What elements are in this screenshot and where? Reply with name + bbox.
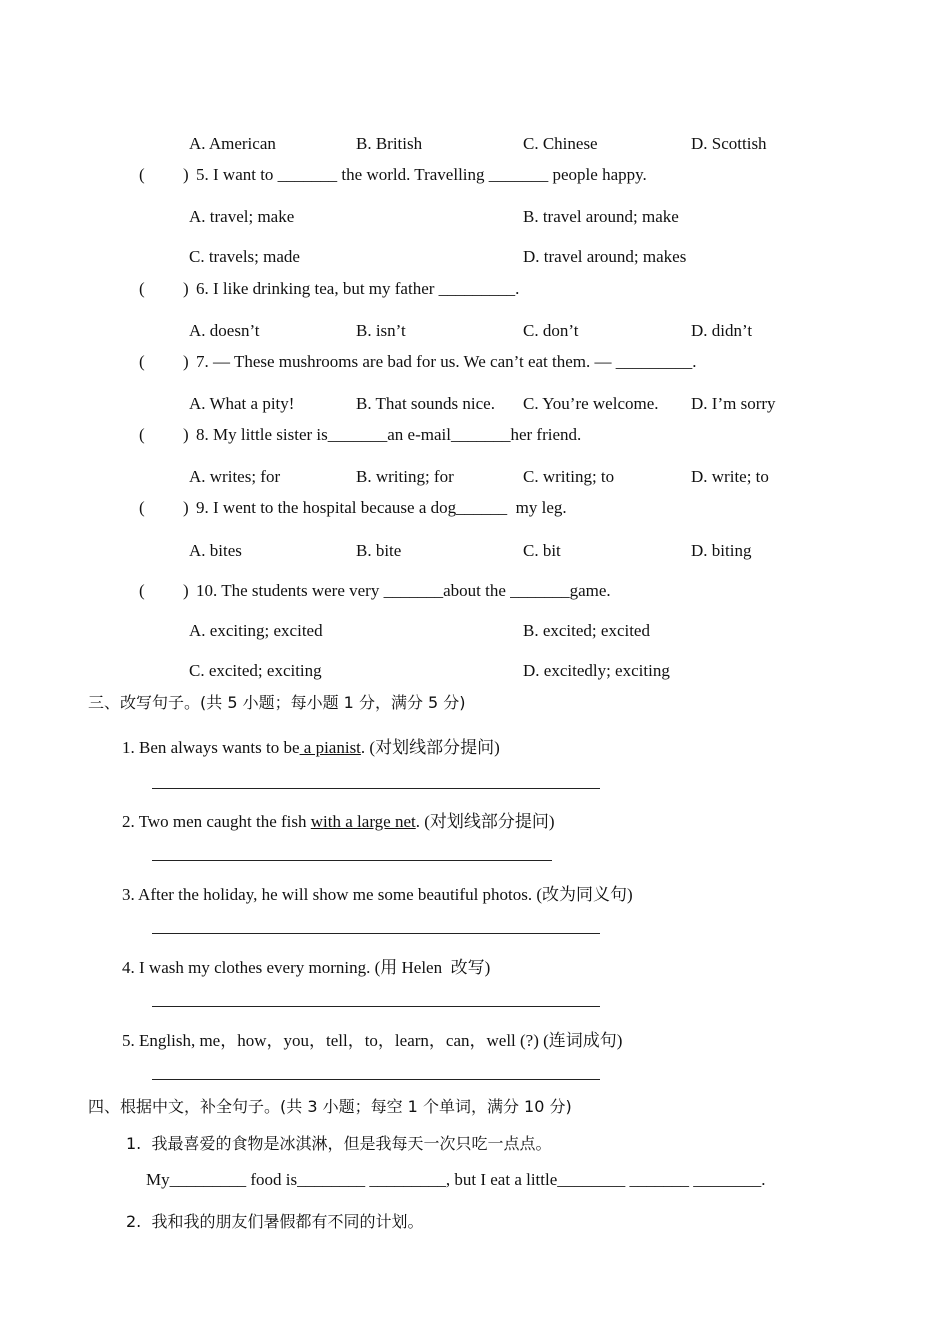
q10-option-b: B. excited; excited	[523, 621, 650, 640]
section-3-heading: 三、改写句子。(共 5 小题；每小题 1 分，满分 5 分)	[88, 693, 466, 712]
q5-stem: 5. I want to _______ the world. Travelling _______ people happy.	[196, 165, 647, 184]
q6-answer-paren-right: )	[183, 279, 189, 298]
q9-option-a: A. bites	[189, 541, 242, 560]
rewrite-sentence-4: 4. I wash my clothes every morning. (用 Helen 改写)	[122, 958, 491, 977]
q4-option-a: A. American	[189, 134, 276, 153]
q7-option-a: A. What a pity!	[189, 394, 295, 413]
rewrite-2-instruction: . (对划线部分提问)	[415, 812, 555, 831]
q5-answer-paren-right: )	[183, 165, 189, 184]
rewrite-2-underlined: with a large net	[310, 812, 416, 831]
q9-option-d: D. biting	[691, 541, 752, 560]
answer-line-4[interactable]	[152, 1006, 600, 1007]
q8-option-d: D. write; to	[691, 467, 769, 486]
q10-answer-paren-right: )	[183, 581, 189, 600]
rewrite-sentence-5: 5. English, me，how，you，tell，to，learn，can，well (?) (连词成句)	[122, 1031, 623, 1050]
q9-option-c: C. bit	[523, 541, 561, 560]
q8-answer-paren-left: (	[139, 425, 145, 444]
q7-option-b: B. That sounds nice.	[356, 394, 495, 413]
q8-answer-paren-right: )	[183, 425, 189, 444]
q5-option-c: C. travels; made	[189, 247, 300, 266]
q10-option-d: D. excitedly; exciting	[523, 661, 670, 680]
q5-answer-paren-left: (	[139, 165, 145, 184]
q6-option-c: C. don’t	[523, 321, 579, 340]
answer-line-2[interactable]	[152, 860, 552, 861]
q5-option-b: B. travel around; make	[523, 207, 679, 226]
q4-option-c: C. Chinese	[523, 134, 598, 153]
q5-option-a: A. travel; make	[189, 207, 295, 226]
q5-option-d: D. travel around; makes	[523, 247, 687, 266]
q10-stem: 10. The students were very _______about the _______game.	[196, 581, 611, 600]
q7-answer-paren-left: (	[139, 352, 145, 371]
q7-stem: 7. — These mushrooms are bad for us. We can’t eat them. — _________.	[196, 352, 697, 371]
rewrite-1-instruction: . (对划线部分提问)	[360, 738, 500, 757]
translate-item-2-chinese: 2. 我和我的朋友们暑假都有不同的计划。	[126, 1212, 424, 1231]
q6-option-a: A. doesn’t	[189, 321, 260, 340]
answer-line-3[interactable]	[152, 933, 600, 934]
translate-item-1-english: My_________ food is________ _________, but I eat a little________ _______ ________.	[146, 1170, 766, 1189]
answer-line-1[interactable]	[152, 788, 600, 789]
rewrite-sentence-2	[122, 811, 555, 833]
section-4-heading: 四、根据中文，补全句子。(共 3 小题；每空 1 个单词，满分 10 分)	[88, 1097, 572, 1116]
q9-answer-paren-left: (	[139, 498, 145, 517]
q6-answer-paren-left: (	[139, 279, 145, 298]
q9-stem: 9. I went to the hospital because a dog______ my leg.	[196, 498, 567, 517]
q8-option-b: B. writing; for	[356, 467, 454, 486]
q8-option-a: A. writes; for	[189, 467, 281, 486]
q6-option-b: B. isn’t	[356, 321, 406, 340]
rewrite-sentence-3: 3. After the holiday, he will show me some beautiful photos. (改为同义句)	[122, 885, 633, 904]
translate-item-1-chinese: 1. 我最喜爱的食物是冰淇淋，但是我每天一次只吃一点点。	[126, 1134, 552, 1153]
rewrite-sentence-1	[122, 737, 500, 759]
q9-option-b: B. bite	[356, 541, 402, 560]
rewrite-1-text: 1. Ben always wants to be	[122, 738, 300, 757]
q7-option-c: C. You’re welcome.	[523, 394, 659, 413]
rewrite-1-underlined: a pianist	[299, 738, 361, 757]
q8-stem: 8. My little sister is_______an e-mail_______her friend.	[196, 425, 582, 444]
q4-option-b: B. British	[356, 134, 423, 153]
q8-option-c: C. writing; to	[523, 467, 615, 486]
rewrite-2-text: 2. Two men caught the fish	[122, 812, 311, 831]
q4-option-d: D. Scottish	[691, 134, 767, 153]
q9-answer-paren-right: )	[183, 498, 189, 517]
answer-line-5[interactable]	[152, 1079, 600, 1080]
q10-answer-paren-left: (	[139, 581, 145, 600]
q7-answer-paren-right: )	[183, 352, 189, 371]
q6-option-d: D. didn’t	[691, 321, 753, 340]
q10-option-a: A. exciting; excited	[189, 621, 323, 640]
q6-stem: 6. I like drinking tea, but my father _________.	[196, 279, 520, 298]
q10-option-c: C. excited; exciting	[189, 661, 322, 680]
q7-option-d: D. I’m sorry	[691, 394, 776, 413]
